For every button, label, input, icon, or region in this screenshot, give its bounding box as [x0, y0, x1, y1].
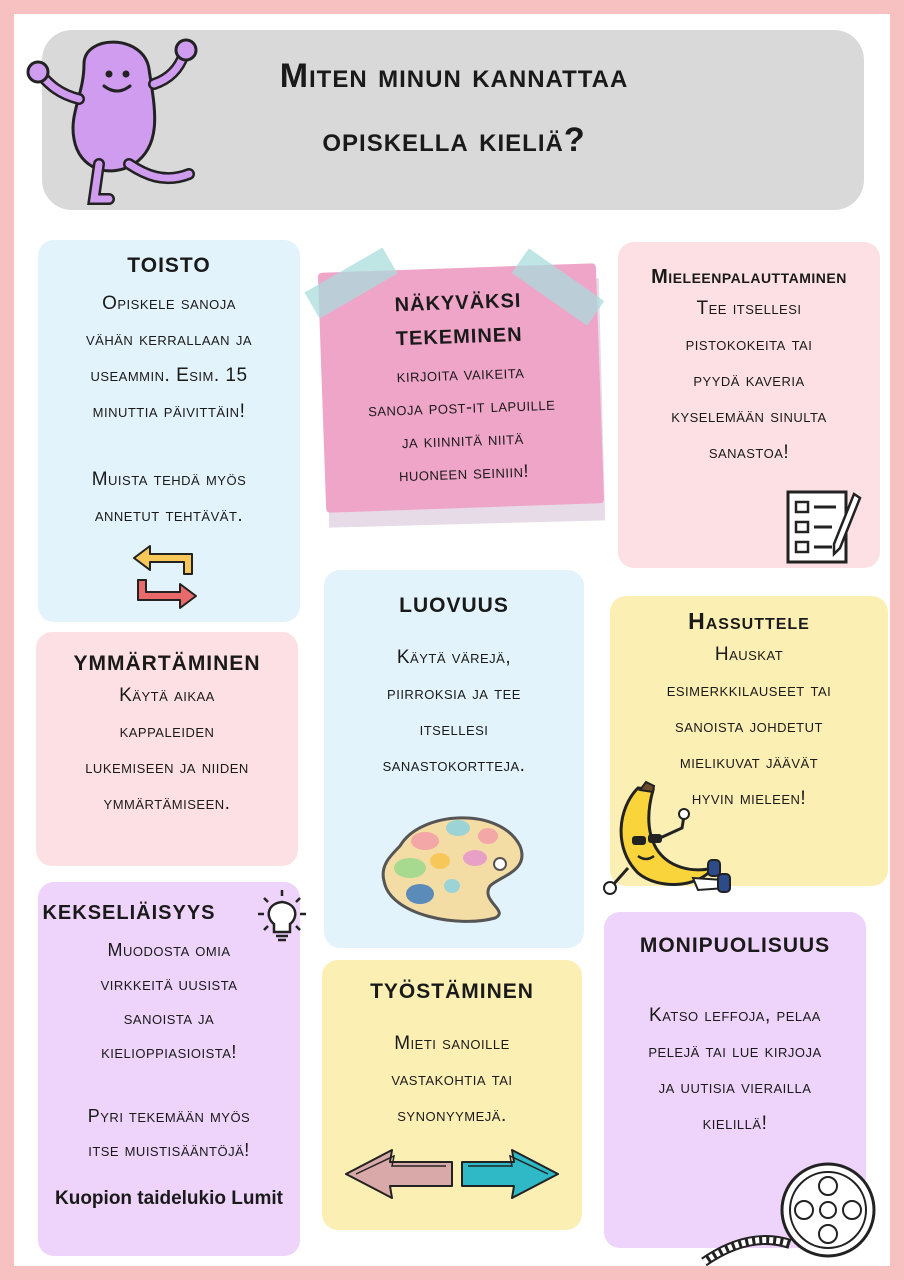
card-ymmartaminen [36, 632, 298, 866]
card-line: annetut tehtävät. [94, 505, 244, 526]
card-line: kyselemään sinulta [671, 406, 827, 427]
card-heading: TOISTO [127, 254, 211, 277]
card-line: pelejä tai lue kirjoja [648, 1041, 822, 1062]
blob-character-icon [14, 24, 214, 214]
card-heading: Mieleenpalauttaminen [651, 266, 847, 288]
card-line: huoneen seiniin! [398, 460, 530, 486]
card-line: sanoista johdetut [675, 716, 823, 737]
card-heading: YMMÄRTÄMINEN [73, 652, 261, 675]
card-line: mielikuvat jäävät [679, 752, 819, 773]
card-line: Muista tehdä myös [91, 469, 247, 490]
card-line: hyvin mieleen! [691, 788, 807, 809]
card-line: virkkeitä uusista [100, 974, 238, 994]
card-toisto [38, 240, 300, 622]
paint-palette-icon [380, 806, 530, 926]
card-line: kielillä! [702, 1113, 768, 1134]
card-line: vähän kerrallaan ja [86, 329, 252, 350]
card-line: kielioppiasioista! [101, 1042, 237, 1062]
card-line: esimerkkilauseet tai [666, 680, 832, 701]
school-name: Kuopion taidelukio Lumit [55, 1188, 283, 1209]
card-heading: TEKEMINEN [395, 323, 523, 351]
title-line-2: opiskella kieliä? [322, 121, 586, 159]
card-line: sanastoa! [708, 442, 790, 463]
card-heading: LUOVUUS [399, 594, 509, 617]
card-line: ymmärtämiseen. [103, 793, 231, 814]
card-line: Käytä aikaa [119, 685, 215, 706]
card-line: ja kiinnitä niitä [401, 427, 525, 453]
card-luovuus [324, 570, 584, 948]
card-line: itse muistisääntöjä! [88, 1140, 250, 1160]
card-line: Opiskele sanoja [102, 293, 236, 314]
card-line: piirroksia ja tee [387, 683, 521, 704]
card-heading: TYÖSTÄMINEN [370, 980, 534, 1003]
card-line: synonyymejä. [397, 1105, 507, 1126]
banana-character-icon [598, 778, 748, 902]
card-line: Katso leffoja, pelaa [649, 1005, 821, 1026]
lightbulb-icon [252, 888, 312, 948]
card-line: pistokokeita tai [685, 334, 813, 355]
card-heading: Hassuttele [688, 608, 810, 634]
card-heading: MONIPUOLISUUS [639, 934, 831, 957]
card-mieleenpalauttaminen [618, 242, 880, 568]
card-line: itsellesi [419, 719, 489, 740]
card-line: kappaleiden [119, 721, 215, 742]
card-line: Hauskat [714, 644, 784, 665]
repeat-arrows-icon [130, 544, 200, 610]
card-line: sanastokortteja. [382, 755, 526, 776]
card-line: minuttia päivittäin! [92, 401, 246, 422]
card-line: ja uutisia vierailla [658, 1077, 812, 1098]
card-line: sanoja post-it lapuille [367, 393, 556, 421]
page-title [174, 44, 734, 172]
opposite-arrows-icon [342, 1146, 562, 1202]
card-line: kirjoita vaikeita [396, 361, 525, 387]
card-line: Tee itsellesi [696, 298, 802, 319]
card-heading: KEKSELIÄISYYS [42, 902, 216, 924]
poster [14, 14, 890, 1266]
checklist-icon [784, 486, 864, 566]
card-line: Käytä värejä, [396, 647, 512, 668]
card-heading: NÄKYVÄKSI [394, 289, 522, 317]
card-line: vastakohtia tai [391, 1069, 513, 1090]
card-line: Pyri tekemään myös [87, 1106, 251, 1126]
card-line: lukemiseen ja niiden [85, 757, 249, 778]
card-tyostaminen [322, 960, 582, 1230]
card-line: sanoista ja [123, 1008, 215, 1028]
card-line: useammin. Esim. 15 [90, 365, 248, 386]
card-line: pyydä kaveria [693, 370, 805, 391]
film-reel-icon [700, 1144, 880, 1266]
title-line-1: Miten minun kannattaa [279, 57, 629, 95]
card-kekseliaisyys [38, 882, 300, 1256]
card-line: Mieti sanoille [394, 1033, 510, 1054]
card-line: Muodosta omia [107, 940, 231, 960]
